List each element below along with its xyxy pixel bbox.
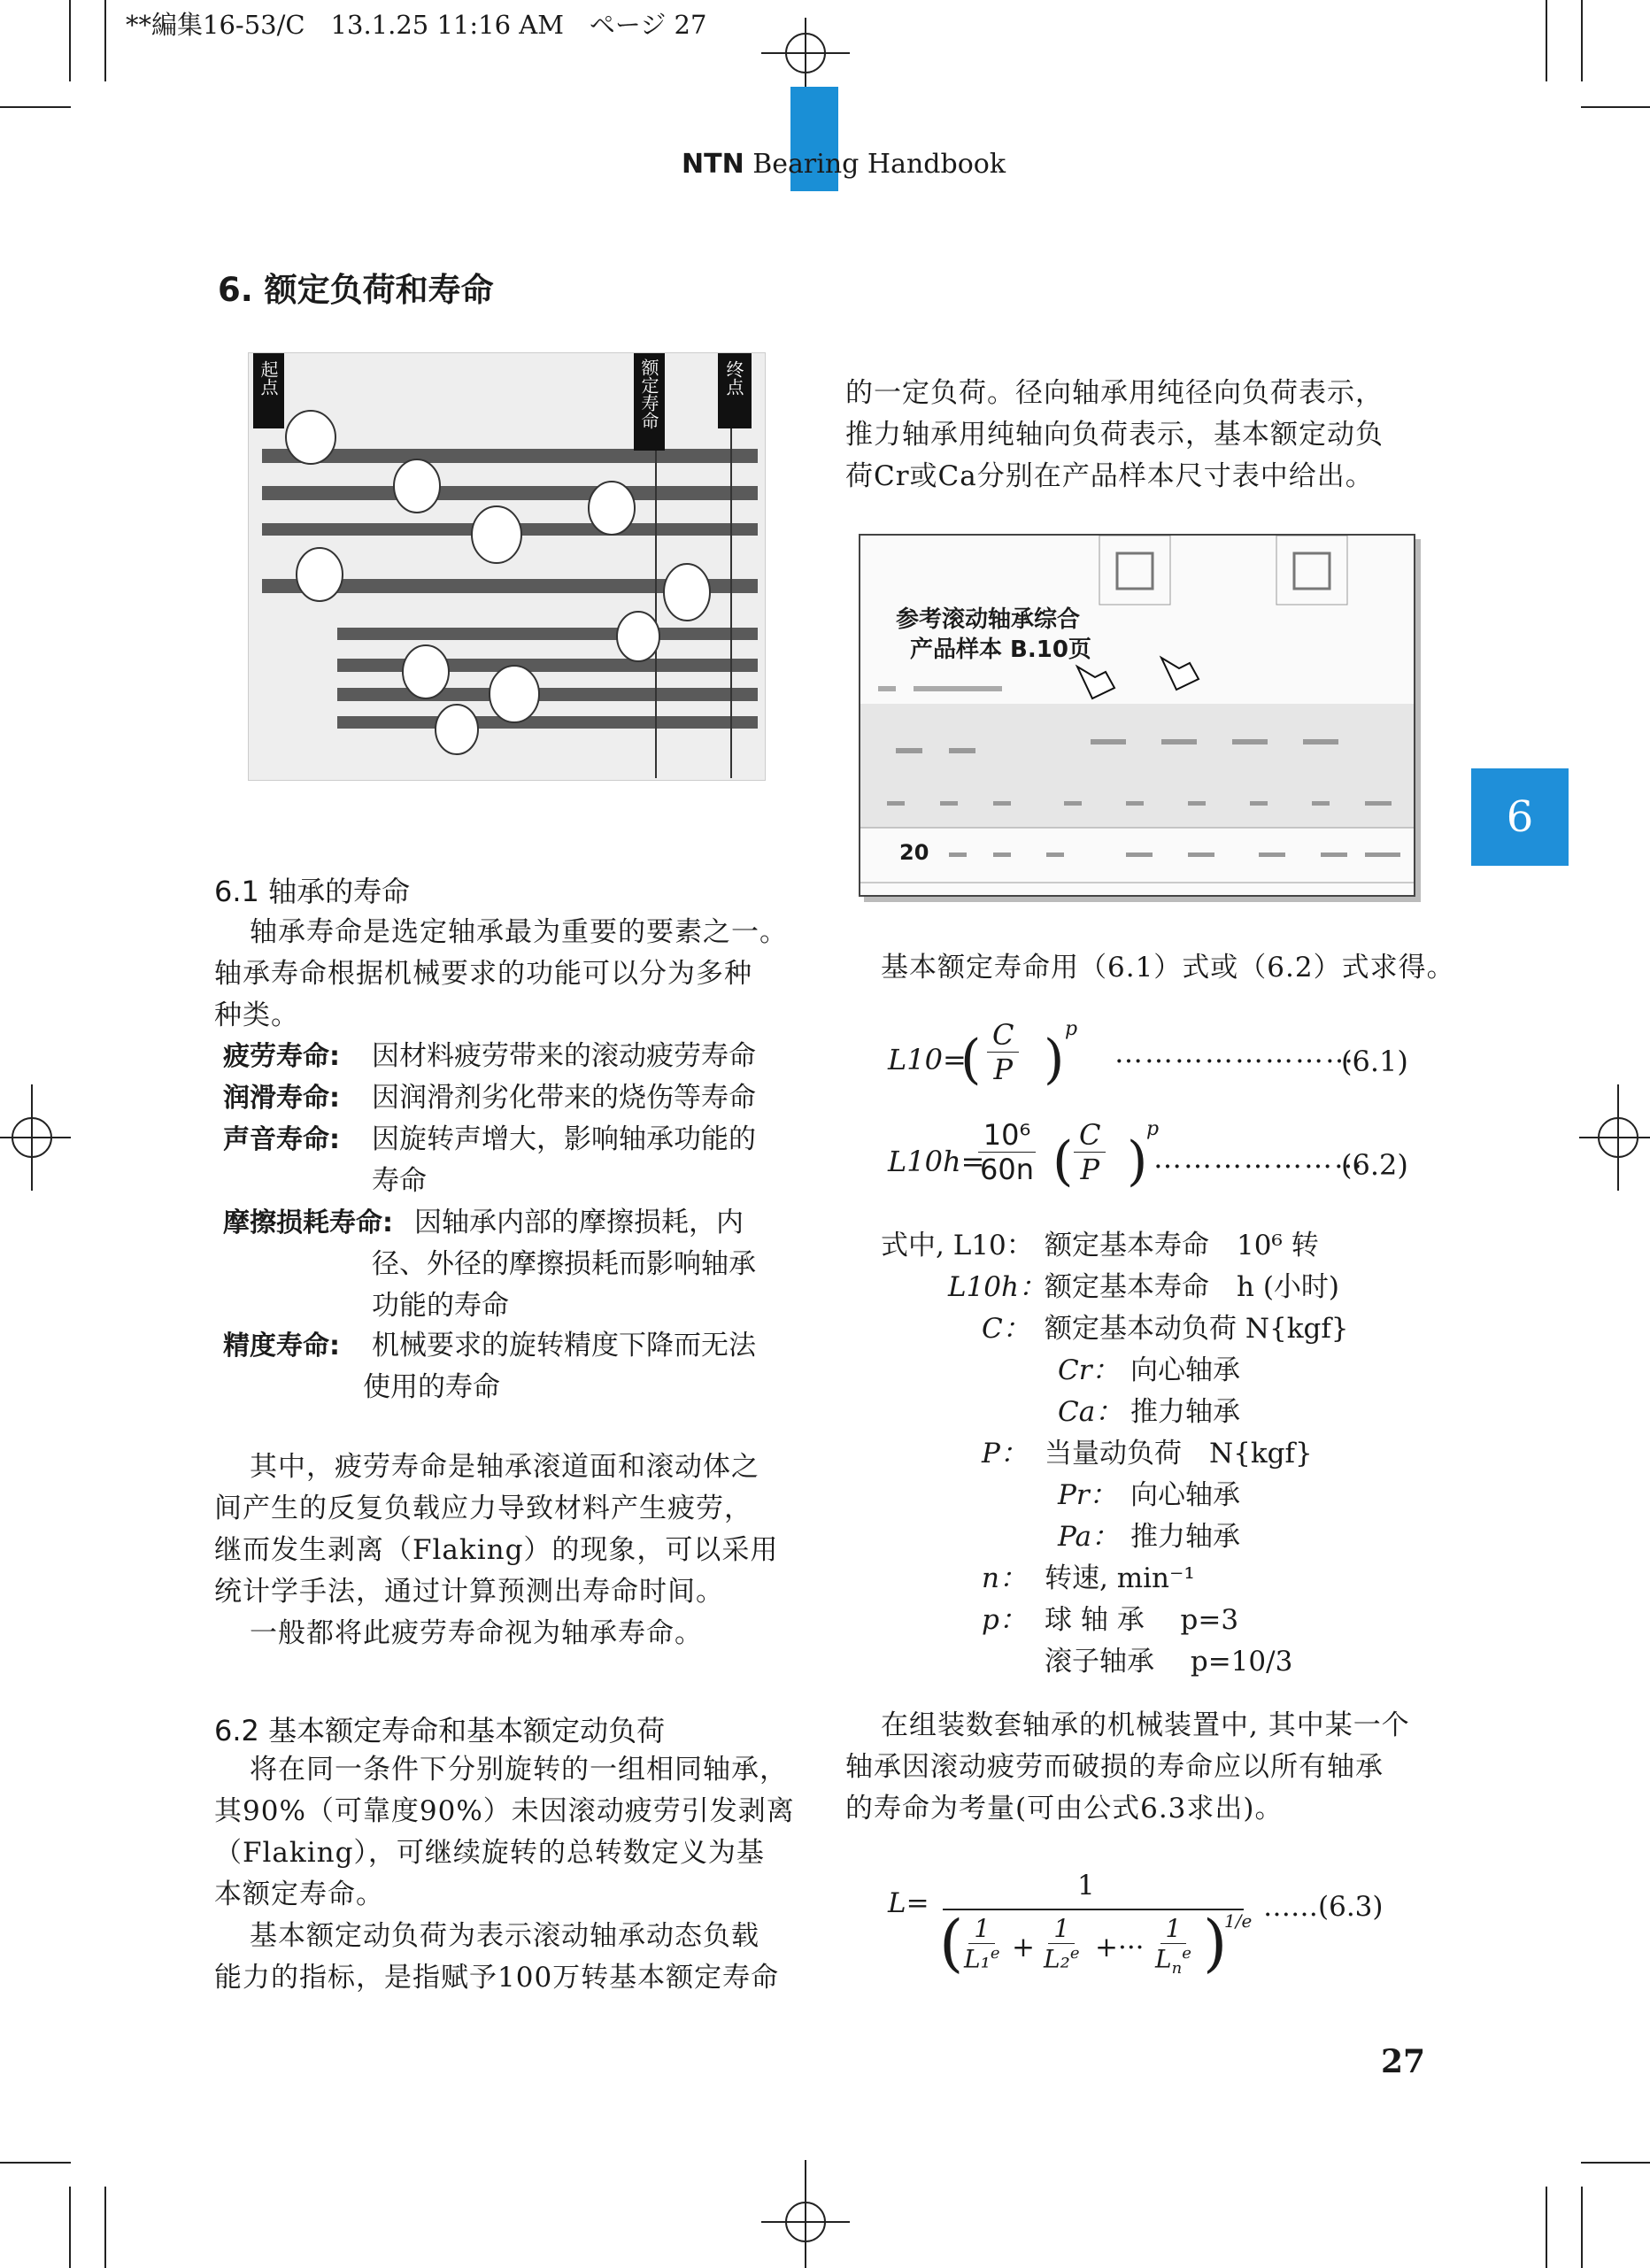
chapter-title: 6. 额定负荷和寿命: [218, 271, 494, 309]
def-precision: [223, 1325, 798, 1403]
legend-desc: 推力轴承: [1130, 1396, 1240, 1428]
def-desc-cont: 功能的寿命: [372, 1290, 509, 1322]
eq2-fraction-coef: [975, 1118, 1039, 1186]
def-fatigue: [223, 1036, 798, 1077]
chapter-tab: [1471, 768, 1569, 866]
header-subtitle: Bearing Handbook: [752, 149, 1006, 180]
eq2-lparen: (: [1052, 1130, 1074, 1192]
crop-mark-tr-v2: [1581, 0, 1583, 81]
catalog-row-value: 20: [899, 840, 929, 865]
legend-desc: 滚子轴承 p=10/3: [1045, 1646, 1293, 1678]
legend-desc: 额定基本寿命 h (小时): [1045, 1271, 1340, 1303]
crop-mark-br-h: [1581, 2162, 1650, 2164]
section-6-2-heading: 6.2 基本额定寿命和基本额定动负荷: [214, 1714, 666, 1747]
registration-target-right: [1579, 1084, 1650, 1191]
section-6-2-body: [214, 1749, 798, 1999]
para2-line: 其中，疲劳寿命是轴承滚道面和滚动体之: [250, 1451, 759, 1483]
para2-line: 间产生的反复负载应力导致材料产生疲劳，: [214, 1493, 752, 1524]
eq3-rparen: ): [1203, 1907, 1228, 1979]
def-term: 润滑寿命:: [223, 1083, 340, 1114]
def-desc-cont: 径、外径的摩擦损耗而影响轴承: [372, 1248, 756, 1280]
legend-desc: 向心轴承: [1130, 1479, 1240, 1511]
eq2-lhs: L10h=: [888, 1145, 985, 1178]
legend-desc: 向心轴承: [1130, 1354, 1240, 1386]
slug-line: **編集16-53/C 13.1.25 11:16 AM ページ 27: [126, 10, 707, 40]
eq2-frac-den: P: [1080, 1153, 1099, 1186]
assembly-line: 在组装数套轴承的机械装置中, 其中某一个: [881, 1709, 1410, 1741]
legend-desc: 额定基本动负荷 N{kgf}: [1045, 1313, 1349, 1345]
para-line: 其90%（可靠度90%）未因滚动疲劳引发剥离: [214, 1795, 795, 1827]
legend-desc: 球 轴 承 p=3: [1045, 1604, 1239, 1636]
para2-line: 一般都将此疲劳寿命视为轴承寿命。: [250, 1617, 703, 1649]
def-desc: 因旋转声增大，影响轴承功能的: [372, 1123, 756, 1155]
page-number: 27: [1381, 2043, 1426, 2080]
def-term: 精度寿命:: [223, 1331, 340, 1362]
def-desc: 因材料疲劳带来的滚动疲劳寿命: [372, 1040, 756, 1072]
eq2-den: 60n: [980, 1153, 1034, 1186]
eq3-plus-1: +: [1012, 1932, 1035, 1963]
eq2-num: 10⁶: [978, 1118, 1037, 1153]
life-illustration: [248, 352, 766, 781]
section-6-1-heading: 6.1 轴承的寿命: [214, 875, 411, 908]
def-desc: 机械要求的旋转精度下降而无法: [372, 1330, 756, 1362]
legend-sym: C：: [982, 1313, 1030, 1345]
eq3-main-bar: [943, 1909, 1244, 1910]
symbol-legend: [881, 1225, 1447, 1686]
def-term: 摩擦损耗寿命:: [223, 1207, 393, 1238]
eq1-tag: (6.1): [1341, 1045, 1408, 1078]
def-desc-cont: 寿命: [372, 1165, 427, 1197]
eq3-tag: ……(6.3): [1263, 1891, 1384, 1923]
eq1-lparen: (: [960, 1029, 982, 1091]
registration-target-left: [0, 1084, 71, 1191]
registration-target-bottom: [761, 2160, 850, 2268]
def-term: 疲劳寿命:: [223, 1041, 340, 1072]
para2-line: 统计学手法，通过计算预测出寿命时间。: [214, 1576, 724, 1608]
legend-desc: 额定基本寿命 10⁶ 转: [1045, 1230, 1319, 1261]
equation-6-3: [888, 1870, 1437, 1994]
crop-mark-br-v: [1546, 2187, 1547, 2268]
eq2-fraction: [1074, 1118, 1106, 1186]
crop-mark-br-v2: [1581, 2187, 1583, 2268]
legend-sym: 式中, L10：: [881, 1230, 1034, 1261]
def-lubrication: [223, 1077, 798, 1119]
catalog-caption-2: 产品样本 B.10页: [910, 636, 1091, 663]
legend-sym: Cr：: [1058, 1354, 1120, 1386]
eq3-exponent: 1/e: [1224, 1910, 1253, 1932]
def-wear: [223, 1202, 798, 1322]
def-desc: 因轴承内部的摩擦损耗，内: [414, 1207, 744, 1238]
catalog-figure: [859, 534, 1415, 897]
def-desc-cont: 使用的寿命: [363, 1371, 500, 1403]
intro-line-2: 轴承寿命根据机械要求的功能可以分为多种: [214, 958, 752, 990]
eq1-rparen: ): [1044, 1029, 1065, 1091]
illustration-label-rated: 额定寿命: [638, 359, 659, 429]
legend-sym: P：: [982, 1438, 1028, 1470]
para-line: 基本额定动负荷为表示滚动轴承动态负载: [250, 1920, 759, 1952]
eq3-num: 1: [1077, 1870, 1095, 1902]
para2-line: 继而发生剥离（Flaking）的现象，可以采用: [214, 1534, 779, 1566]
legend-desc: 当量动负荷 N{kgf}: [1045, 1438, 1313, 1470]
para-line: 将在同一条件下分别旋转的一组相同轴承，: [250, 1754, 788, 1786]
def-desc: 因润滑剂劣化带来的烧伤等寿命: [372, 1082, 756, 1114]
eq1-exponent: p: [1065, 1018, 1078, 1040]
assembly-line: 的寿命为考量(可由公式6.3求出)。: [845, 1793, 1284, 1824]
eq1-leader: ……………………: [1114, 1036, 1355, 1069]
illustration-label-end: 终点: [723, 360, 744, 396]
eq1-denominator: P: [993, 1053, 1013, 1086]
legend-sym: p：: [982, 1604, 1027, 1636]
legend-desc: 推力轴承: [1130, 1521, 1240, 1553]
eq2-rparen: ): [1127, 1130, 1148, 1192]
intro-line-1: 轴承寿命是选定轴承最为重要的要素之一。: [250, 916, 788, 948]
crop-mark-tl-v2: [104, 0, 106, 81]
crop-mark-tl-h: [0, 106, 71, 108]
def-noise: [223, 1119, 798, 1197]
chapter-tab-number: 6: [1506, 792, 1534, 842]
equation-6-1: [888, 1018, 1419, 1107]
eq3-term-n: 1 $L_n^e$: [1155, 1914, 1191, 1978]
crop-mark-bl-h: [0, 2162, 71, 2164]
section-6-1-intro: [214, 912, 798, 1037]
crop-mark-tl-v: [69, 0, 71, 81]
cont-line: 荷Cr或Ca分别在产品样本尺寸表中给出。: [845, 460, 1374, 492]
legend-sym: Ca：: [1058, 1396, 1123, 1428]
section-6-1-para2: [214, 1446, 798, 1655]
cont-line: 的一定负荷。径向轴承用纯径向负荷表示，: [845, 377, 1384, 409]
eq2-frac-num: C: [1074, 1118, 1106, 1153]
eq1-fraction: [987, 1018, 1019, 1086]
def-term: 声音寿命:: [223, 1124, 340, 1155]
illustration-label-start: 起点: [258, 360, 279, 396]
right-col-continuation: [845, 373, 1447, 498]
header-brand: NTN: [682, 149, 744, 180]
eq3-lparen: (: [939, 1907, 964, 1979]
header-title: [682, 149, 1006, 180]
legend-desc: 转速, min⁻¹: [1045, 1562, 1195, 1594]
legend-sym: L10h：: [948, 1271, 1046, 1303]
assembly-paragraph: [845, 1705, 1447, 1830]
eq3-lhs: L=: [888, 1887, 929, 1919]
eq2-leader: …………………: [1153, 1141, 1364, 1175]
equation-6-2: [888, 1118, 1419, 1215]
crop-mark-tr-h: [1581, 106, 1650, 108]
crop-mark-bl-v2: [104, 2187, 106, 2268]
formula-intro: 基本额定寿命用（6.1）式或（6.2）式求得。: [881, 952, 1455, 984]
legend-sym: Pa：: [1058, 1521, 1119, 1553]
eq3-plus-2: +···: [1095, 1932, 1145, 1963]
eq2-exponent: p: [1146, 1118, 1160, 1140]
eq1-lhs: L10=: [888, 1043, 967, 1076]
eq3-term-1: $\frac{1}{L_1^e}$: [964, 1914, 1000, 1974]
crop-mark-tr-v: [1546, 0, 1547, 81]
intro-line-3: 种类。: [214, 999, 299, 1031]
eq1-numerator: C: [987, 1018, 1019, 1053]
para-line: （Flaking），可继续旋转的总转数定义为基: [214, 1837, 765, 1869]
assembly-line: 轴承因滚动疲劳而破损的寿命应以所有轴承: [845, 1751, 1384, 1783]
legend-sym: n：: [982, 1562, 1027, 1594]
catalog-caption-1: 参考滚动轴承综合: [896, 606, 1081, 633]
eq3-term-2: $\frac{1}{L_2^e}$: [1044, 1914, 1080, 1974]
crop-mark-bl-v: [69, 2187, 71, 2268]
legend-sym: Pr：: [1058, 1479, 1117, 1511]
cont-line: 推力轴承用纯轴向负荷表示，基本额定动负: [845, 419, 1384, 451]
para-line: 能力的指标，是指赋予100万转基本额定寿命: [214, 1962, 780, 1994]
eq2-tag: (6.2): [1341, 1148, 1408, 1182]
legend-row: [881, 1225, 1034, 1266]
para-line: 本额定寿命。: [214, 1878, 384, 1910]
